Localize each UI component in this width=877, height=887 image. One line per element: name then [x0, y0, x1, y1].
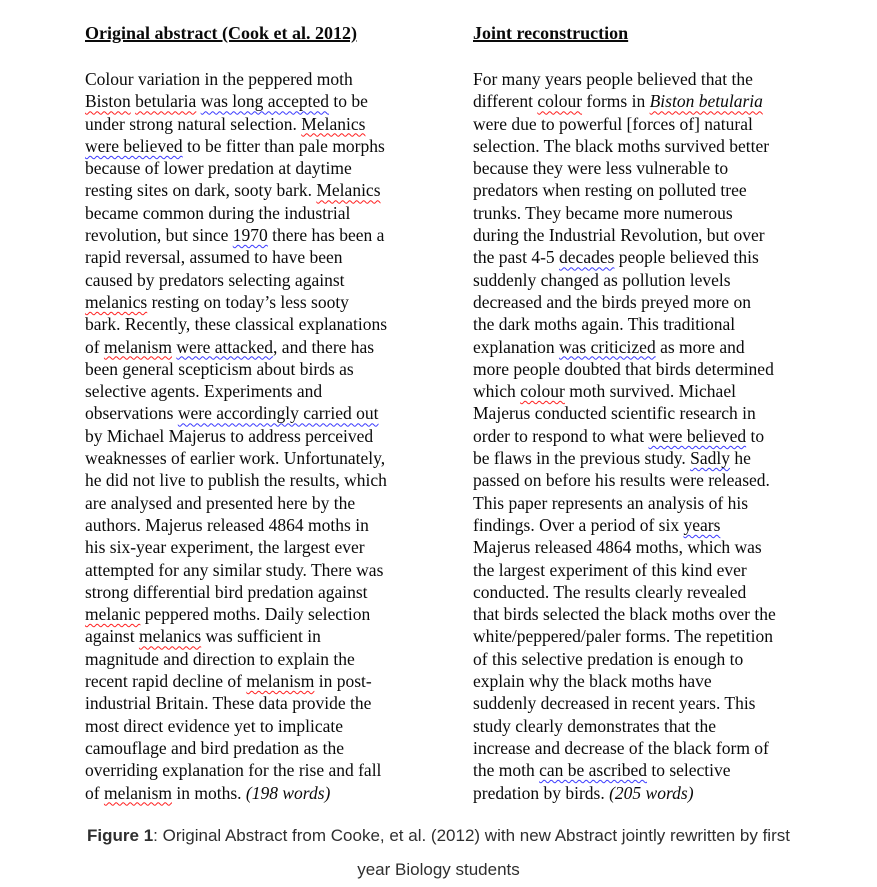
- text-segment: passed on before his results were released.: [473, 470, 770, 491]
- grammar-flagged-text: was criticized: [559, 336, 656, 357]
- text-line: [85, 692, 437, 714]
- text-segment: his six-year experiment, the largest ever: [85, 537, 365, 558]
- text-line: [85, 559, 437, 581]
- text-line: [85, 179, 437, 201]
- figure-caption: [0, 819, 877, 887]
- text-line: [473, 269, 813, 291]
- text-segment: decreased and the birds preyed more on: [473, 291, 751, 312]
- text-segment: camouflage and bird predation as the: [85, 737, 344, 758]
- grammar-flagged-text: 1970: [232, 225, 268, 246]
- figure-caption-label: Figure 1: [87, 826, 154, 845]
- text-segment: suddenly changed as pollution levels: [473, 269, 731, 290]
- text-segment: to be fitter than pale morphs: [182, 135, 385, 156]
- text-segment: suddenly decreased in recent years. This: [473, 693, 756, 714]
- text-segment: selection. The black moths survived better: [473, 135, 770, 156]
- text-segment: attempted for any similar study. There was: [85, 559, 384, 580]
- text-segment: overriding explanation for the rise and fall: [85, 760, 382, 781]
- text-line: [85, 380, 437, 402]
- text-segment: in post-: [314, 671, 372, 692]
- text-segment: resting on today’s less sooty: [147, 291, 349, 312]
- text-line: [473, 358, 813, 380]
- text-line: [85, 447, 437, 469]
- text-line: [85, 581, 437, 603]
- text-segment: there has been a: [267, 225, 385, 246]
- text-segment: which: [473, 381, 521, 402]
- text-segment: that birds selected the black moths over the: [473, 604, 776, 625]
- text-line: [85, 291, 437, 313]
- text-segment: Majerus conducted scientific research in: [473, 403, 756, 424]
- text-line: [473, 380, 813, 402]
- word-count-note: (205 words): [609, 782, 694, 803]
- text-segment: he: [729, 448, 751, 469]
- text-line: [473, 536, 813, 558]
- text-segment: , and there has: [273, 336, 375, 357]
- text-line: [85, 536, 437, 558]
- text-line: [473, 759, 813, 781]
- text-line: [473, 135, 813, 157]
- text-segment: rapid reversal, assumed to have been: [85, 247, 343, 268]
- text-segment: trunks. They became more numerous: [473, 202, 733, 223]
- original-abstract-text: [85, 68, 437, 804]
- grammar-flagged-text: can be ascribed: [539, 760, 647, 781]
- text-segment: This paper represents an analysis of his: [473, 492, 749, 513]
- text-segment: study clearly demonstrates that the: [473, 715, 716, 736]
- text-line: [473, 625, 813, 647]
- text-segment: be flaws in the previous study.: [473, 448, 691, 469]
- text-line: [473, 514, 813, 536]
- text-segment: resting sites on dark, sooty bark.: [85, 180, 317, 201]
- joint-reconstruction-column: [473, 23, 813, 804]
- spellcheck-flagged-text: colour: [520, 381, 565, 402]
- text-segment: the past 4-5: [473, 247, 560, 268]
- text-segment: to selective: [646, 760, 731, 781]
- figure-caption-line2: year Biology students: [357, 860, 520, 879]
- original-abstract-column: [85, 23, 437, 804]
- text-line: [473, 492, 813, 514]
- text-segment: the moth: [473, 760, 540, 781]
- grammar-flagged-text: were attacked: [176, 336, 274, 357]
- spellcheck-flagged-text: melanism: [103, 336, 172, 357]
- text-line: [85, 603, 437, 625]
- text-segment: because they were less vulnerable to: [473, 158, 729, 179]
- text-line: [85, 514, 437, 536]
- text-line: [85, 336, 437, 358]
- text-line: [85, 670, 437, 692]
- original-abstract-heading: Original abstract (Cook et al. 2012): [85, 23, 357, 43]
- text-line: [473, 90, 813, 112]
- text-segment: recent rapid decline of: [85, 671, 247, 692]
- text-line: [85, 402, 437, 424]
- text-line: [85, 246, 437, 268]
- grammar-flagged-text: were believed: [85, 135, 183, 156]
- text-line: [85, 269, 437, 291]
- text-line: [85, 68, 437, 90]
- text-segment: explanation: [473, 336, 560, 357]
- text-segment: against: [85, 626, 139, 647]
- text-segment: more people doubted that birds determined: [473, 358, 774, 379]
- text-line: [473, 179, 813, 201]
- spellcheck-flagged-text: Biston betularia: [649, 91, 763, 112]
- text-segment: revolution, but since: [85, 225, 233, 246]
- text-segment: forms in: [582, 91, 650, 112]
- spellcheck-flagged-text: melanics: [85, 291, 148, 312]
- text-line: [473, 313, 813, 335]
- text-segment: industrial Britain. These data provide the: [85, 693, 372, 714]
- text-line: [473, 202, 813, 224]
- text-segment: predation by birds.: [473, 782, 610, 803]
- spellcheck-flagged-text: Biston: [85, 91, 131, 112]
- text-line: [473, 224, 813, 246]
- spellcheck-flagged-text: Melanics: [316, 180, 381, 201]
- text-line: [473, 603, 813, 625]
- text-segment: Colour variation in the peppered moth: [85, 69, 353, 89]
- text-line: [85, 492, 437, 514]
- grammar-flagged-text: were believed: [648, 425, 747, 446]
- text-segment: explain why the black moths have: [473, 671, 712, 692]
- text-line: [85, 782, 437, 804]
- text-line: [85, 715, 437, 737]
- text-segment: conducted. The results clearly revealed: [473, 581, 747, 602]
- grammar-flagged-text: was long accepted: [200, 91, 329, 112]
- spellcheck-flagged-text: melanic: [85, 604, 141, 625]
- text-segment: became common during the industrial: [85, 202, 351, 223]
- text-line: [85, 135, 437, 157]
- text-segment: because of lower predation at daytime: [85, 158, 352, 179]
- text-segment: were due to powerful [forces of] natural: [473, 113, 753, 134]
- joint-reconstruction-text: [473, 68, 813, 804]
- text-line: [473, 447, 813, 469]
- text-line: [85, 469, 437, 491]
- text-line: [473, 157, 813, 179]
- text-segment: magnitude and direction to explain the: [85, 648, 355, 669]
- text-segment: to be: [328, 91, 368, 112]
- text-line: [85, 157, 437, 179]
- text-segment: as more and: [655, 336, 745, 357]
- word-count-note: (198 words): [245, 782, 331, 803]
- grammar-flagged-text: Sadly: [690, 448, 730, 469]
- text-line: [473, 425, 813, 447]
- text-line: [85, 202, 437, 224]
- text-segment: peppered moths. Daily selection: [140, 604, 371, 625]
- text-segment: caused by predators selecting against: [85, 269, 345, 290]
- text-line: [473, 291, 813, 313]
- text-segment: been general scepticism about birds as: [85, 358, 354, 379]
- text-line: [85, 737, 437, 759]
- text-line: [473, 68, 813, 90]
- spellcheck-flagged-text: melanism: [103, 782, 172, 803]
- text-line: [85, 425, 437, 447]
- text-segment: order to respond to what: [473, 425, 649, 446]
- text-segment: moth survived. Michael: [564, 381, 736, 402]
- text-line: [85, 648, 437, 670]
- text-line: [473, 782, 813, 804]
- spellcheck-flagged-text: melanism: [246, 671, 315, 692]
- text-line: [473, 692, 813, 714]
- text-segment: predators when resting on polluted tree: [473, 180, 747, 201]
- grammar-flagged-text: years: [683, 514, 721, 535]
- text-segment: findings. Over a period of six: [473, 514, 684, 535]
- text-line: [473, 715, 813, 737]
- text-line: [473, 581, 813, 603]
- text-line: [85, 224, 437, 246]
- text-segment: people believed this: [614, 247, 759, 268]
- text-segment: of: [85, 336, 104, 357]
- text-line: [85, 358, 437, 380]
- text-line: [473, 402, 813, 424]
- text-segment: was sufficient in: [201, 626, 321, 647]
- text-segment: the dark moths again. This traditional: [473, 314, 736, 335]
- text-line: [85, 313, 437, 335]
- text-line: [85, 625, 437, 647]
- text-segment: by Michael Majerus to address perceived: [85, 425, 374, 446]
- text-line: [473, 559, 813, 581]
- text-line: [473, 113, 813, 135]
- spellcheck-flagged-text: Melanics: [301, 113, 366, 134]
- text-segment: For many years people believed that the: [473, 69, 753, 89]
- text-segment: strong differential bird predation against: [85, 581, 368, 602]
- text-segment: of this selective predation is enough to: [473, 648, 744, 669]
- text-segment: most direct evidence yet to implicate: [85, 715, 344, 736]
- text-segment: of: [85, 782, 104, 803]
- text-segment: under strong natural selection.: [85, 113, 302, 134]
- text-segment: bark. Recently, these classical explanations: [85, 314, 388, 335]
- text-segment: weaknesses of earlier work. Unfortunately,: [85, 448, 386, 469]
- text-line: [85, 759, 437, 781]
- text-segment: white/peppered/paler forms. The repetition: [473, 626, 773, 647]
- text-segment: to: [746, 425, 765, 446]
- text-line: [85, 90, 437, 112]
- text-line: [85, 113, 437, 135]
- spellcheck-flagged-text: melanics: [138, 626, 202, 647]
- text-line: [473, 670, 813, 692]
- grammar-flagged-text: were accordingly carried out: [177, 403, 379, 424]
- text-segment: in moths.: [172, 782, 246, 803]
- grammar-flagged-text: decades: [559, 247, 615, 268]
- joint-reconstruction-heading: Joint reconstruction: [473, 23, 629, 43]
- text-segment: are analysed and presented here by the: [85, 492, 356, 513]
- text-line: [473, 737, 813, 759]
- spellcheck-flagged-text: colour: [537, 91, 583, 112]
- text-segment: selective agents. Experiments and: [85, 381, 323, 402]
- text-line: [473, 336, 813, 358]
- text-segment: the largest experiment of this kind ever: [473, 559, 747, 580]
- figure-caption-line1: : Original Abstract from Cooke, et al. (2012) with new Abstract jointly rewritten by first: [153, 826, 790, 845]
- text-segment: different: [473, 91, 538, 112]
- text-segment: observations: [85, 403, 178, 424]
- text-segment: he did not live to publish the results, which: [85, 470, 387, 491]
- text-segment: increase and decrease of the black form of: [473, 737, 769, 758]
- text-line: [473, 246, 813, 268]
- spellcheck-flagged-text: betularia: [135, 91, 197, 112]
- text-line: [473, 648, 813, 670]
- text-segment: authors. Majerus released 4864 moths in: [85, 514, 369, 535]
- text-segment: during the Industrial Revolution, but over: [473, 225, 765, 246]
- text-segment: Majerus released 4864 moths, which was: [473, 537, 762, 558]
- text-line: [473, 469, 813, 491]
